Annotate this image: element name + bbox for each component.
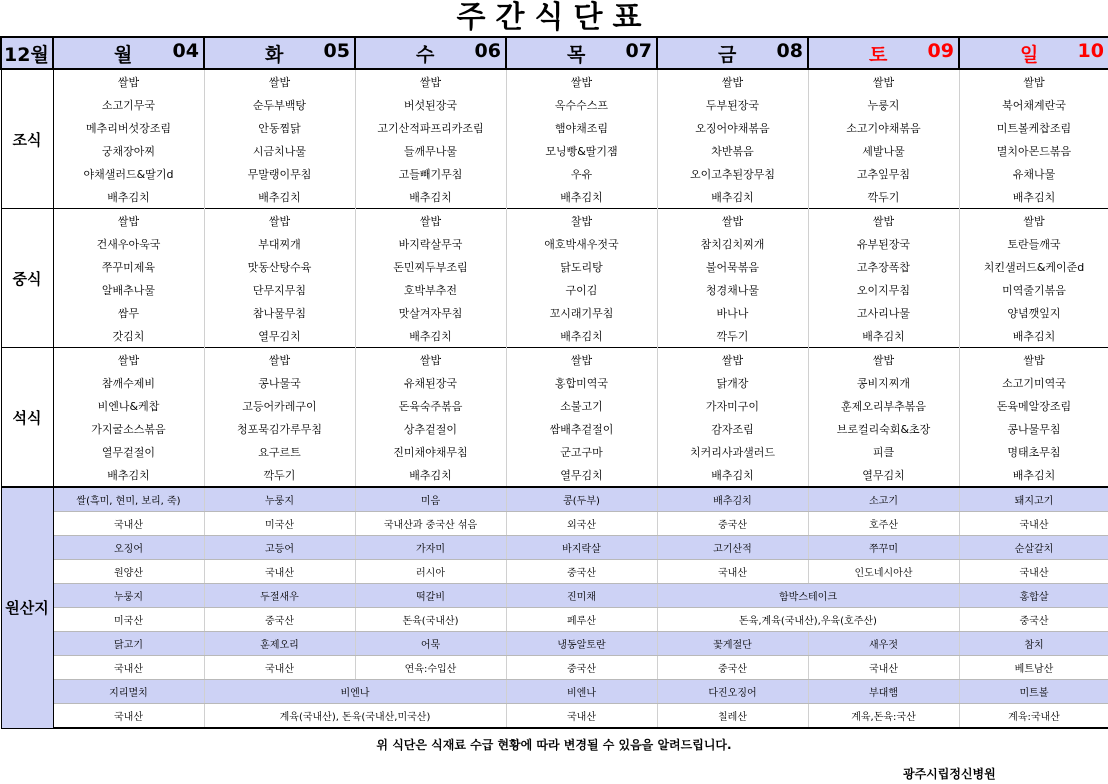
origin-cell: 중국산 bbox=[657, 656, 808, 680]
menu-item: 가지굴소스볶음 bbox=[53, 417, 204, 440]
menu-item: 쌈무 bbox=[53, 301, 204, 324]
day-date: 09 bbox=[927, 39, 954, 62]
menu-item: 세발나물 bbox=[808, 139, 959, 162]
origin-cell: 떡갈비 bbox=[355, 584, 506, 608]
menu-item: 소불고기 bbox=[506, 394, 657, 417]
origin-cell: 중국산 bbox=[204, 608, 355, 632]
origin-cell: 연육:수입산 bbox=[355, 656, 506, 680]
origin-cell: 꽃게절단 bbox=[657, 632, 808, 656]
page-title: 주간식단표 bbox=[456, 0, 652, 35]
origin-cell: 두절새우 bbox=[204, 584, 355, 608]
origin-cell: 외국산 bbox=[506, 512, 657, 536]
menu-item: 토란들깨국 bbox=[959, 232, 1108, 255]
day-name: 금 bbox=[718, 43, 737, 66]
origin-cell: 국내산 bbox=[506, 704, 657, 729]
menu-row bbox=[1, 324, 1108, 348]
menu-item: 바나나 bbox=[657, 301, 808, 324]
menu-item: 단무지무침 bbox=[204, 278, 355, 301]
menu-item: 가자미구이 bbox=[657, 394, 808, 417]
origin-row bbox=[1, 536, 1108, 560]
menu-item: 쌀밥 bbox=[657, 209, 808, 233]
menu-item: 배추김치 bbox=[959, 324, 1108, 348]
menu-item: 메추리버섯장조림 bbox=[53, 116, 204, 139]
day-date: 08 bbox=[776, 39, 803, 62]
day-header-4 bbox=[657, 37, 808, 69]
origin-row bbox=[1, 608, 1108, 632]
menu-item: 꼬시래기무침 bbox=[506, 301, 657, 324]
menu-item: 차반볶음 bbox=[657, 139, 808, 162]
menu-item: 찰밥 bbox=[506, 209, 657, 233]
menu-item: 청경채나물 bbox=[657, 278, 808, 301]
menu-item: 오이고추된장무침 bbox=[657, 162, 808, 185]
menu-item: 호박부추전 bbox=[355, 278, 506, 301]
menu-item: 고등어카레구이 bbox=[204, 394, 355, 417]
day-name: 일 bbox=[1020, 43, 1039, 66]
origin-cell: 고기산적 bbox=[657, 536, 808, 560]
menu-item: 유채나물 bbox=[959, 162, 1108, 185]
menu-item: 고기산적파프리카조림 bbox=[355, 116, 506, 139]
day-name: 목 bbox=[567, 43, 586, 66]
origin-cell: 계육,돈육:국산 bbox=[808, 704, 959, 729]
menu-row bbox=[1, 417, 1108, 440]
menu-item: 야채샐러드&딸기d bbox=[53, 162, 204, 185]
menu-item: 배추김치 bbox=[53, 463, 204, 487]
origin-cell: 돼지고기 bbox=[959, 487, 1108, 512]
change-notice: 위 식단은 식재료 수급 현황에 따라 변경될 수 있음을 알려드립니다. bbox=[376, 738, 732, 752]
day-header-row bbox=[1, 37, 1108, 69]
menu-item: 오징어야채볶음 bbox=[657, 116, 808, 139]
day-name: 화 bbox=[265, 43, 284, 66]
menu-item: 고들빼기무침 bbox=[355, 162, 506, 185]
origin-cell: 오징어 bbox=[53, 536, 204, 560]
origin-cell: 중국산 bbox=[657, 512, 808, 536]
menu-item: 소고기미역국 bbox=[959, 371, 1108, 394]
menu-item: 고추장폭찹 bbox=[808, 255, 959, 278]
origin-cell: 페루산 bbox=[506, 608, 657, 632]
origin-cell: 누룽지 bbox=[204, 487, 355, 512]
menu-item: 닭개장 bbox=[657, 371, 808, 394]
origin-cell: 국내산 bbox=[53, 656, 204, 680]
origin-cell: 쌀(흑미, 현미, 보리, 죽) bbox=[53, 487, 204, 512]
origin-cell: 중국산 bbox=[506, 560, 657, 584]
menu-item: 돈민찌두부조림 bbox=[355, 255, 506, 278]
menu-row bbox=[1, 209, 1108, 233]
meal-label-0: 조식 bbox=[1, 69, 53, 209]
day-date: 10 bbox=[1077, 39, 1104, 62]
origin-cell: 누룽지 bbox=[53, 584, 204, 608]
menu-item: 갓김치 bbox=[53, 324, 204, 348]
menu-item: 쌀밥 bbox=[355, 348, 506, 372]
menu-item: 궁채장아찌 bbox=[53, 139, 204, 162]
menu-row bbox=[1, 162, 1108, 185]
origin-cell: 돈육,계육(국내산),우육(호주산) bbox=[657, 608, 959, 632]
menu-item: 바지락살무국 bbox=[355, 232, 506, 255]
origin-row bbox=[1, 487, 1108, 512]
origin-row bbox=[1, 632, 1108, 656]
menu-item: 배추김치 bbox=[657, 185, 808, 209]
menu-item: 무말랭이무침 bbox=[204, 162, 355, 185]
menu-item: 배추김치 bbox=[808, 324, 959, 348]
day-date: 06 bbox=[474, 39, 501, 62]
origin-cell: 냉동알토란 bbox=[506, 632, 657, 656]
menu-item: 콩비지찌개 bbox=[808, 371, 959, 394]
menu-item: 쌀밥 bbox=[53, 69, 204, 93]
meal-label-1: 중식 bbox=[1, 209, 53, 348]
day-name: 월 bbox=[114, 43, 133, 66]
menu-item: 깍두기 bbox=[657, 324, 808, 348]
menu-item: 쌀밥 bbox=[808, 348, 959, 372]
menu-item: 모닝빵&딸기잼 bbox=[506, 139, 657, 162]
menu-item: 구이김 bbox=[506, 278, 657, 301]
origin-cell: 미국산 bbox=[204, 512, 355, 536]
menu-item: 쌀밥 bbox=[355, 209, 506, 233]
menu-item: 열무겉절이 bbox=[53, 440, 204, 463]
menu-item: 배추김치 bbox=[657, 463, 808, 487]
menu-item: 명태초무침 bbox=[959, 440, 1108, 463]
origin-row bbox=[1, 584, 1108, 608]
origin-cell: 계육:국내산 bbox=[959, 704, 1108, 729]
menu-item: 옥수수스프 bbox=[506, 93, 657, 116]
menu-item: 콩나물무침 bbox=[959, 417, 1108, 440]
menu-row bbox=[1, 116, 1108, 139]
menu-item: 상추겉절이 bbox=[355, 417, 506, 440]
menu-item: 쌀밥 bbox=[808, 69, 959, 93]
menu-item: 치커리사과샐러드 bbox=[657, 440, 808, 463]
menu-item: 고사리나물 bbox=[808, 301, 959, 324]
menu-row bbox=[1, 301, 1108, 324]
origin-row bbox=[1, 656, 1108, 680]
origin-cell: 국내산 bbox=[959, 512, 1108, 536]
menu-row bbox=[1, 348, 1108, 372]
origin-cell: 홍합살 bbox=[959, 584, 1108, 608]
day-date: 07 bbox=[625, 39, 652, 62]
menu-item: 애호박새우젓국 bbox=[506, 232, 657, 255]
origin-label: 원산지 bbox=[1, 487, 53, 728]
origin-cell: 순살갈치 bbox=[959, 536, 1108, 560]
menu-item: 청포묵김가루무침 bbox=[204, 417, 355, 440]
menu-row bbox=[1, 185, 1108, 209]
origin-cell: 가자미 bbox=[355, 536, 506, 560]
menu-item: 미역줄기볶음 bbox=[959, 278, 1108, 301]
origin-cell: 국내산 bbox=[204, 656, 355, 680]
menu-item: 두부된장국 bbox=[657, 93, 808, 116]
origin-cell: 지리멸치 bbox=[53, 680, 204, 704]
origin-cell: 진미채 bbox=[506, 584, 657, 608]
hospital-name: 광주시립정신병원 bbox=[903, 767, 996, 781]
menu-row bbox=[1, 371, 1108, 394]
origin-cell: 소고기 bbox=[808, 487, 959, 512]
menu-item: 훈제오리부추볶음 bbox=[808, 394, 959, 417]
menu-item: 감자조림 bbox=[657, 417, 808, 440]
menu-item: 쌀밥 bbox=[53, 348, 204, 372]
menu-item: 쌀밥 bbox=[959, 348, 1108, 372]
menu-item: 배추김치 bbox=[959, 463, 1108, 487]
menu-item: 맛동산탕수육 bbox=[204, 255, 355, 278]
menu-item: 쌀밥 bbox=[959, 69, 1108, 93]
origin-cell: 국내산과 중국산 섞음 bbox=[355, 512, 506, 536]
day-header-0 bbox=[53, 37, 204, 69]
menu-row bbox=[1, 463, 1108, 487]
menu-row bbox=[1, 93, 1108, 116]
menu-item: 돈육메알장조림 bbox=[959, 394, 1108, 417]
origin-row bbox=[1, 680, 1108, 704]
menu-item: 북어채계란국 bbox=[959, 93, 1108, 116]
menu-item: 요구르트 bbox=[204, 440, 355, 463]
menu-item: 열무김치 bbox=[506, 463, 657, 487]
origin-cell: 국내산 bbox=[959, 560, 1108, 584]
menu-item: 안동찜닭 bbox=[204, 116, 355, 139]
menu-item: 우유 bbox=[506, 162, 657, 185]
origin-cell: 훈제오리 bbox=[204, 632, 355, 656]
menu-item: 열무김치 bbox=[808, 463, 959, 487]
menu-item: 배추김치 bbox=[355, 463, 506, 487]
menu-item: 들깨무나물 bbox=[355, 139, 506, 162]
menu-item: 배추김치 bbox=[506, 185, 657, 209]
menu-item: 쌈배추겉절이 bbox=[506, 417, 657, 440]
origin-cell: 국내산 bbox=[204, 560, 355, 584]
menu-item: 피클 bbox=[808, 440, 959, 463]
origin-cell: 함박스테이크 bbox=[657, 584, 959, 608]
menu-item: 맛살겨자무침 bbox=[355, 301, 506, 324]
menu-item: 진미채야채무침 bbox=[355, 440, 506, 463]
menu-item: 배추김치 bbox=[506, 324, 657, 348]
menu-item: 군고구마 bbox=[506, 440, 657, 463]
origin-cell: 다진오징어 bbox=[657, 680, 808, 704]
day-header-2 bbox=[355, 37, 506, 69]
menu-item: 소고기야채볶음 bbox=[808, 116, 959, 139]
menu-item: 쌀밥 bbox=[959, 209, 1108, 233]
menu-item: 부대찌개 bbox=[204, 232, 355, 255]
origin-cell: 미국산 bbox=[53, 608, 204, 632]
menu-row bbox=[1, 278, 1108, 301]
origin-cell: 미트볼 bbox=[959, 680, 1108, 704]
menu-item: 참치김치찌개 bbox=[657, 232, 808, 255]
origin-cell: 비엔나 bbox=[204, 680, 506, 704]
origin-cell: 국내산 bbox=[53, 704, 204, 729]
origin-cell: 계육(국내산), 돈육(국내산,미국산) bbox=[204, 704, 506, 729]
menu-item: 유채된장국 bbox=[355, 371, 506, 394]
month-cell: 12월 bbox=[1, 37, 53, 69]
menu-item: 홍합미역국 bbox=[506, 371, 657, 394]
origin-row bbox=[1, 512, 1108, 536]
menu-item: 버섯된장국 bbox=[355, 93, 506, 116]
origin-cell: 부대햄 bbox=[808, 680, 959, 704]
origin-cell: 쭈꾸미 bbox=[808, 536, 959, 560]
day-name: 토 bbox=[869, 43, 888, 66]
origin-cell: 돈육(국내산) bbox=[355, 608, 506, 632]
origin-cell: 호주산 bbox=[808, 512, 959, 536]
origin-cell: 바지락살 bbox=[506, 536, 657, 560]
day-date: 04 bbox=[172, 39, 199, 62]
menu-item: 콩나물국 bbox=[204, 371, 355, 394]
menu-item: 쌀밥 bbox=[657, 348, 808, 372]
menu-item: 쌀밥 bbox=[204, 69, 355, 93]
origin-cell: 국내산 bbox=[657, 560, 808, 584]
origin-row bbox=[1, 704, 1108, 729]
menu-item: 쌀밥 bbox=[657, 69, 808, 93]
menu-item: 깍두기 bbox=[808, 185, 959, 209]
weekly-menu-table bbox=[0, 36, 1108, 729]
origin-cell: 중국산 bbox=[506, 656, 657, 680]
menu-item: 알배추나물 bbox=[53, 278, 204, 301]
menu-item: 열무김치 bbox=[204, 324, 355, 348]
menu-item: 순두부백탕 bbox=[204, 93, 355, 116]
origin-cell: 러시아 bbox=[355, 560, 506, 584]
origin-cell: 새우젓 bbox=[808, 632, 959, 656]
day-header-3 bbox=[506, 37, 657, 69]
menu-item: 비엔나&케찹 bbox=[53, 394, 204, 417]
origin-cell: 인도네시아산 bbox=[808, 560, 959, 584]
day-header-6 bbox=[959, 37, 1108, 69]
menu-item: 쌀밥 bbox=[506, 69, 657, 93]
menu-item: 유부된장국 bbox=[808, 232, 959, 255]
day-header-1 bbox=[204, 37, 355, 69]
meal-label-2: 석식 bbox=[1, 348, 53, 488]
menu-item: 건새우아욱국 bbox=[53, 232, 204, 255]
menu-item: 고추잎무침 bbox=[808, 162, 959, 185]
menu-item: 소고기무국 bbox=[53, 93, 204, 116]
menu-row bbox=[1, 232, 1108, 255]
menu-item: 쌀밥 bbox=[506, 348, 657, 372]
origin-cell: 국내산 bbox=[808, 656, 959, 680]
menu-item: 배추김치 bbox=[204, 185, 355, 209]
menu-item: 배추김치 bbox=[959, 185, 1108, 209]
menu-item: 쌀밥 bbox=[808, 209, 959, 233]
menu-item: 배추김치 bbox=[355, 185, 506, 209]
menu-item: 오이지무침 bbox=[808, 278, 959, 301]
origin-cell: 콩(두부) bbox=[506, 487, 657, 512]
menu-row bbox=[1, 394, 1108, 417]
origin-row bbox=[1, 560, 1108, 584]
origin-cell: 배추김치 bbox=[657, 487, 808, 512]
menu-row bbox=[1, 255, 1108, 278]
menu-item: 배추김치 bbox=[53, 185, 204, 209]
menu-item: 돈육숙주볶음 bbox=[355, 394, 506, 417]
menu-item: 닭도리탕 bbox=[506, 255, 657, 278]
day-header-5 bbox=[808, 37, 959, 69]
origin-cell: 닭고기 bbox=[53, 632, 204, 656]
origin-cell: 칠레산 bbox=[657, 704, 808, 729]
menu-item: 쌀밥 bbox=[355, 69, 506, 93]
menu-item: 미트볼케찹조림 bbox=[959, 116, 1108, 139]
menu-row bbox=[1, 69, 1108, 93]
menu-item: 쌀밥 bbox=[53, 209, 204, 233]
menu-item: 깍두기 bbox=[204, 463, 355, 487]
menu-item: 쌀밥 bbox=[204, 348, 355, 372]
origin-cell: 국내산 bbox=[53, 512, 204, 536]
day-date: 05 bbox=[323, 39, 350, 62]
origin-cell: 고등어 bbox=[204, 536, 355, 560]
menu-row bbox=[1, 440, 1108, 463]
origin-cell: 비엔나 bbox=[506, 680, 657, 704]
origin-cell: 미음 bbox=[355, 487, 506, 512]
origin-cell: 중국산 bbox=[959, 608, 1108, 632]
menu-item: 치킨샐러드&케이준d bbox=[959, 255, 1108, 278]
menu-item: 시금치나물 bbox=[204, 139, 355, 162]
menu-item: 불어묵볶음 bbox=[657, 255, 808, 278]
origin-cell: 원양산 bbox=[53, 560, 204, 584]
menu-item: 참나물무침 bbox=[204, 301, 355, 324]
menu-item: 쌀밥 bbox=[204, 209, 355, 233]
day-name: 수 bbox=[416, 43, 435, 66]
menu-item: 누룽지 bbox=[808, 93, 959, 116]
origin-cell: 베트남산 bbox=[959, 656, 1108, 680]
menu-row bbox=[1, 139, 1108, 162]
menu-item: 쭈꾸미제육 bbox=[53, 255, 204, 278]
menu-item: 멸치아몬드볶음 bbox=[959, 139, 1108, 162]
menu-item: 참깨수제비 bbox=[53, 371, 204, 394]
menu-item: 브로컬리숙회&초장 bbox=[808, 417, 959, 440]
origin-cell: 어묵 bbox=[355, 632, 506, 656]
origin-cell: 참치 bbox=[959, 632, 1108, 656]
menu-item: 배추김치 bbox=[355, 324, 506, 348]
menu-item: 양념깻잎지 bbox=[959, 301, 1108, 324]
menu-item: 햄야채조림 bbox=[506, 116, 657, 139]
